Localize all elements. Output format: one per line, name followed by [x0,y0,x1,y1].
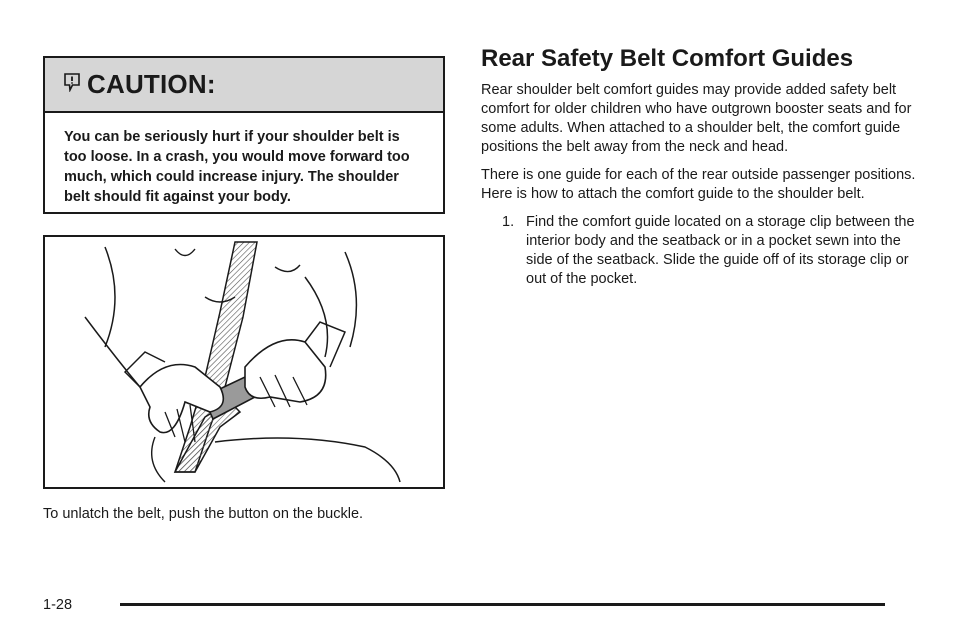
step-text: Find the comfort guide located on a storage clip between the interior body and the seatback or in a pocket sewn into the side of the seatback. Slide the guide off of its storage clip or out of the pocket. [526,214,915,287]
buckle-drawing [45,237,443,487]
steps-list [481,213,921,289]
paragraph: There is one guide for each of the rear outside passenger positions. Here is how to attach the comfort guide to the shoulder belt. [481,167,916,202]
buckle-illustration [43,235,445,489]
caution-header [45,58,443,113]
caution-text: You can be seriously hurt if your shoulder belt is too loose. In a crash, you would move forward too much, which could increase injury. The shoulder belt should fit against your body. [64,129,410,205]
comfort-guides-section [481,44,921,289]
page-number: 1-28 [43,597,73,613]
right-hand [245,340,326,402]
paragraph: Rear shoulder belt comfort guides may provide added safety belt comfort for older children who have outgrown booster seats and for some adults. When attached to a shoulder belt, the comfort guide positions the belt away from the neck and head. [481,82,912,155]
step-number: 1. [502,214,515,230]
caution-box [43,56,445,214]
warning-icon [63,72,81,92]
footer-rule [120,603,885,606]
list-item [481,213,921,289]
section-title: Rear Safety Belt Comfort Guides [481,45,854,72]
figure-caption: To unlatch the belt, push the button on the buckle. [43,506,364,522]
shoulder-belt [175,242,257,472]
caution-title: CAUTION: [87,69,216,99]
